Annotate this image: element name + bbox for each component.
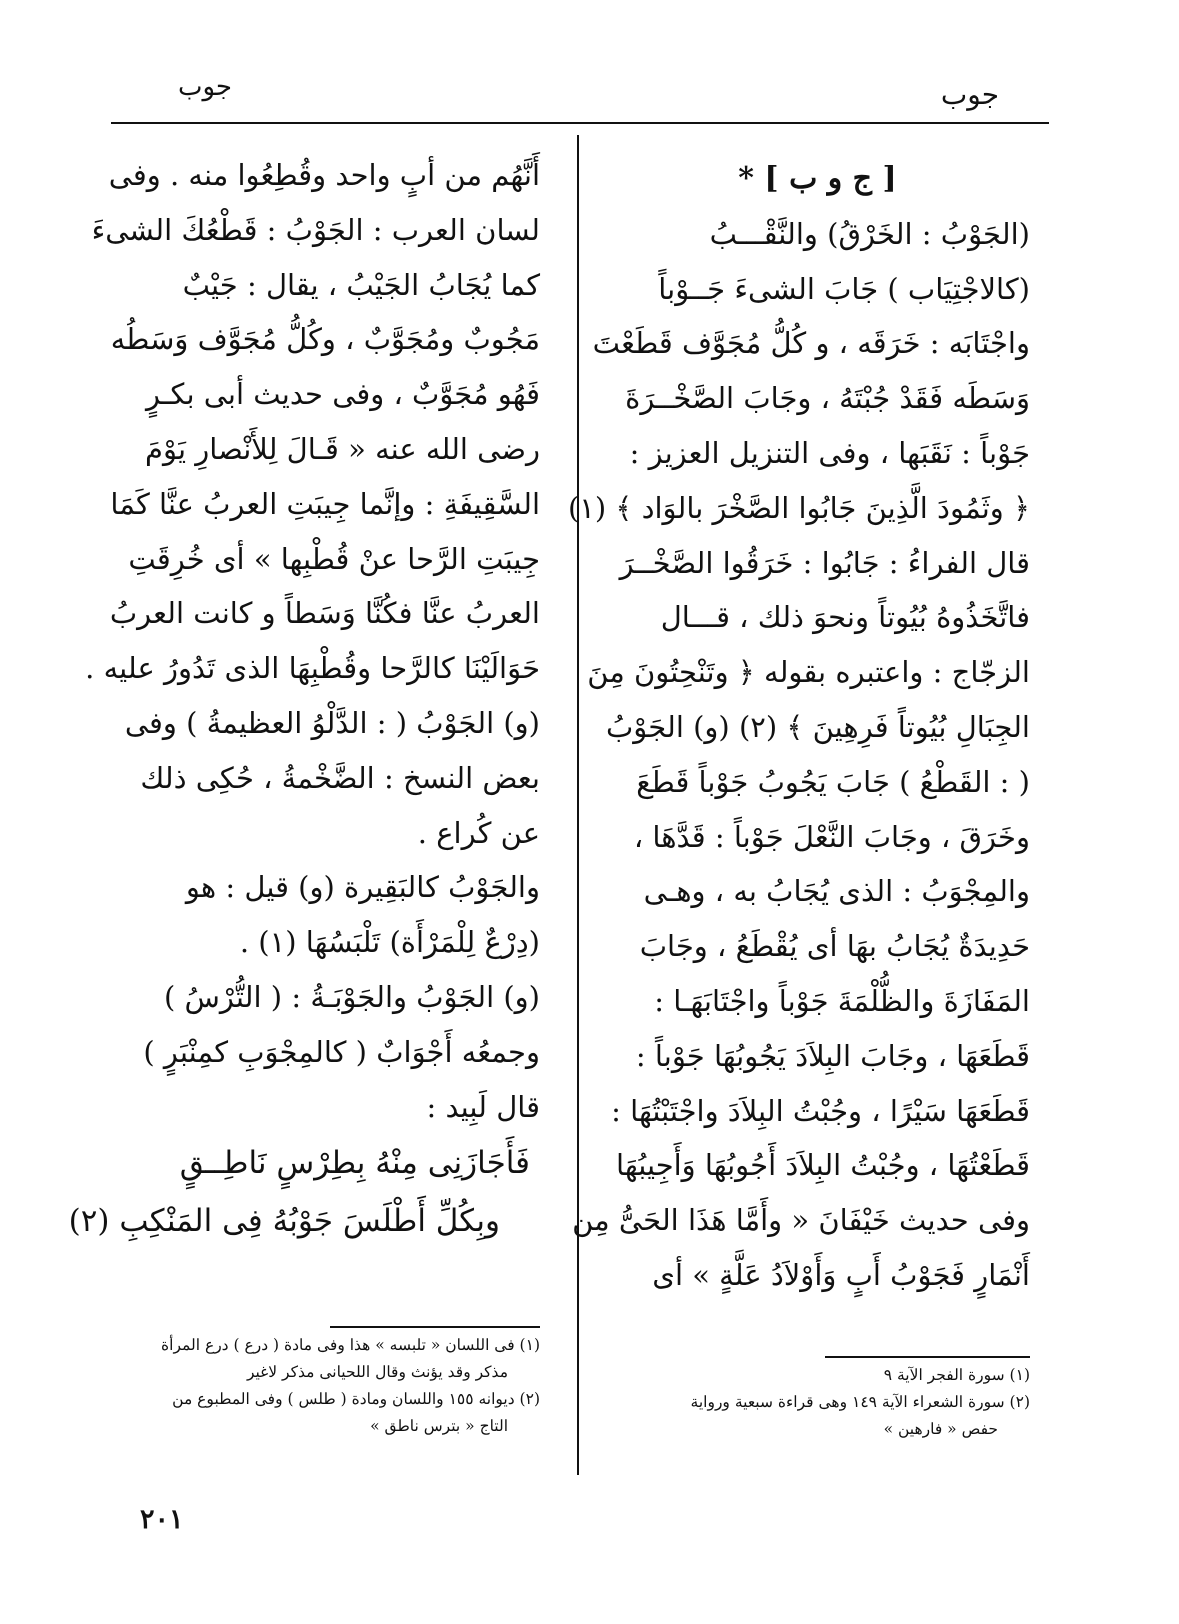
text-line: أَنَّهُم من أبٍ واحد وقُطِعُوا منه . وفى [108,158,540,192]
text-line: وخَرَقَ ، وجَابَ النَّعْلَ جَوْباً : قَدَّهَا ، [633,819,1030,854]
text-line: قال لَبِيد : [426,1089,540,1124]
text-line: (الجَوْبُ : الخَرْقُ) والنَّقْـــبُ [709,216,1030,251]
text-line: وجمعُه أَجْوَابٌ ( كالمِجْوَبِ كمِنْبَرٍ ) [143,1034,540,1069]
poem-verse-1: فَأَجَازَنِى مِنْهُ بِطِرْسٍ نَاطِــقٍ [179,1145,530,1182]
quran-quote: ﴿ وثَمُودَ الَّذِينَ جَابُوا الصَّخْرَ بالوَاد ﴾ (١) [567,490,1030,525]
text-line: المَفَازَةَ والظُّلْمَةَ جَوْباً واجْتَابَهَـا : [654,983,1030,1018]
text-line: ( : القَطْعُ ) جَابَ يَجُوبُ جَوْباً قَطَعَ [636,764,1030,799]
header-rule [111,122,1049,124]
text-line: (دِرْعٌ لِلْمَرْأَة) تَلْبَسُهَا (١) . [239,925,540,960]
footnotes-left [112,1332,540,1440]
text-line: قَطَعْتُهَا ، وجُبْتُ البِلاَدَ أَجُوبُهَا وَأَجِيبُهَا [615,1148,1030,1183]
entry-heading: [ ج و ب ] * [738,161,897,196]
text-line: قَطَعَهَا ، وجَابَ البِلاَدَ يَجُوبُهَا جَوْباً : [635,1038,1030,1073]
poem-verse-2: وبِكُلِّ أَطْلَسَ جَوْبُهُ فِى المَنْكِبِ (٢) [68,1203,500,1240]
text-line: العربُ عنَّا فكُنَّا وَسَطاً و كانت العربُ [109,596,540,631]
footnote-2-continued: التاج « بترس ناطق » [370,1417,508,1435]
text-line: أَنْمَارٍ فَجَوْبُ أَبٍ وَأَوْلاَدُ عَلَّةٍ » أى [652,1257,1030,1292]
footnote-1: (١) فى اللسان « تلبسه » هذا وفى مادة ( درع ) درع المرأة [161,1336,540,1354]
text-line: (و) الجَوْبُ والجَوْبَـةُ : ( التُّرْسُ ) [164,979,540,1014]
text-line: رضى الله عنه « قَـالَ لِلأَنْصارِ يَوْمَ [145,431,540,466]
left-column [68,148,540,1250]
footnotes-right [615,1362,1030,1443]
footnote-rule-left [330,1326,540,1328]
text-line: (و) الجَوْبُ ( : الدَّلْوُ العظيمةُ ) وفى [124,705,540,740]
footnote-1-continued: مذكر وقد يؤنث وقال اللحيانى مذكر لاغير [246,1363,508,1381]
running-head-left: جوب [178,72,232,102]
text-line: بعض النسخ : الضَّخْمةُ ، حُكِى ذلك [140,760,540,795]
text-line: والمِجْوَبُ : الذى يُجَابُ به ، وهـى [643,874,1030,909]
running-head-right: جوب [940,78,1000,111]
right-column [567,152,1030,1303]
text-line: عن كُراع . [417,815,540,850]
text-line: قَطَعَهَا سَيْرًا ، وجُبْتُ البِلاَدَ واجْتَبْتُهَا : [611,1093,1030,1128]
text-line: والجَوْبُ كالبَقِيرة (و) قيل : هو [185,870,540,905]
footnote-1: (١) سورة الفجر الآية ٩ [883,1366,1030,1384]
text-line: حَدِيدَةٌ يُجَابُ بهَا أى يُقْطَعُ ، وجَابَ [639,929,1030,964]
text-line: واجْتَابَه : خَرَقَه ، و كُلُّ مُجَوَّف قَطَعْتَ [592,326,1030,361]
text-line: الزجّاج : واعتبره بقوله ﴿ وتَنْحِتُونَ مِنَ [587,655,1030,690]
footnote-2: (٢) سورة الشعراء الآية ١٤٩ وهى قراءة سبعية ورواية [690,1393,1030,1411]
text-line: الجِبَالِ بُيُوتاً فَرِهِينَ ﴾ (٢) (و) الجَوْبُ [605,709,1030,744]
text-line: كما يُجَابُ الجَيْبُ ، يقال : جَيْبٌ [182,267,540,302]
footnote-2-continued: حفص « فارهين » [883,1420,998,1438]
text-line: فاتَّخَذُوهُ بُيُوتاً ونحوَ ذلك ، قـــال [660,600,1030,635]
text-line: السَّقِيفَةِ : وإنَّما جِيبَتِ العربُ عنَّا كَمَا [110,486,540,521]
text-line: وَسَطَه فَقَدْ جُبْتَهُ ، وجَابَ الصَّخْــرَةَ [625,381,1030,416]
text-line: جِيبَتِ الرَّحا عنْ قُطْبِها » أى خُرِقَتِ [128,541,540,576]
text-line: وفى حديث خَيْفَانَ « وأَمَّا هَذَا الحَىُّ مِن [572,1203,1030,1238]
text-line: حَوَالَيْنَا كالرَّحا وقُطْبِهَا الذى تَدُورُ عليه . [85,651,540,686]
text-line: جَوْباً : نَقَبَها ، وفى التنزيل العزيز : [629,435,1030,470]
text-line: لسان العرب : الجَوْبُ : قَطْعُكَ الشىءَ [91,212,540,247]
text-line: قال الفراءُ : جَابُوا : خَرَقُوا الصَّخْــرَ [619,545,1030,580]
column-divider [577,135,579,1475]
text-line: فَهُو مُجَوَّبٌ ، وفى حديث أبى بكـرٍ [145,377,540,412]
footnote-2: (٢) ديوانه ١٥٥ واللسان ومادة ( طلس ) وفى المطبوع من [172,1390,540,1408]
text-line: (كالاجْتِيَاب ) جَابَ الشىءَ جَــوْباً [658,271,1030,306]
text-line: مَجُوبٌ ومُجَوَّبٌ ، وكُلُّ مُجَوَّف وَسَطُه [110,322,540,357]
footnote-rule-right [825,1356,1030,1358]
page-number: ٢٠١ [140,1504,184,1535]
